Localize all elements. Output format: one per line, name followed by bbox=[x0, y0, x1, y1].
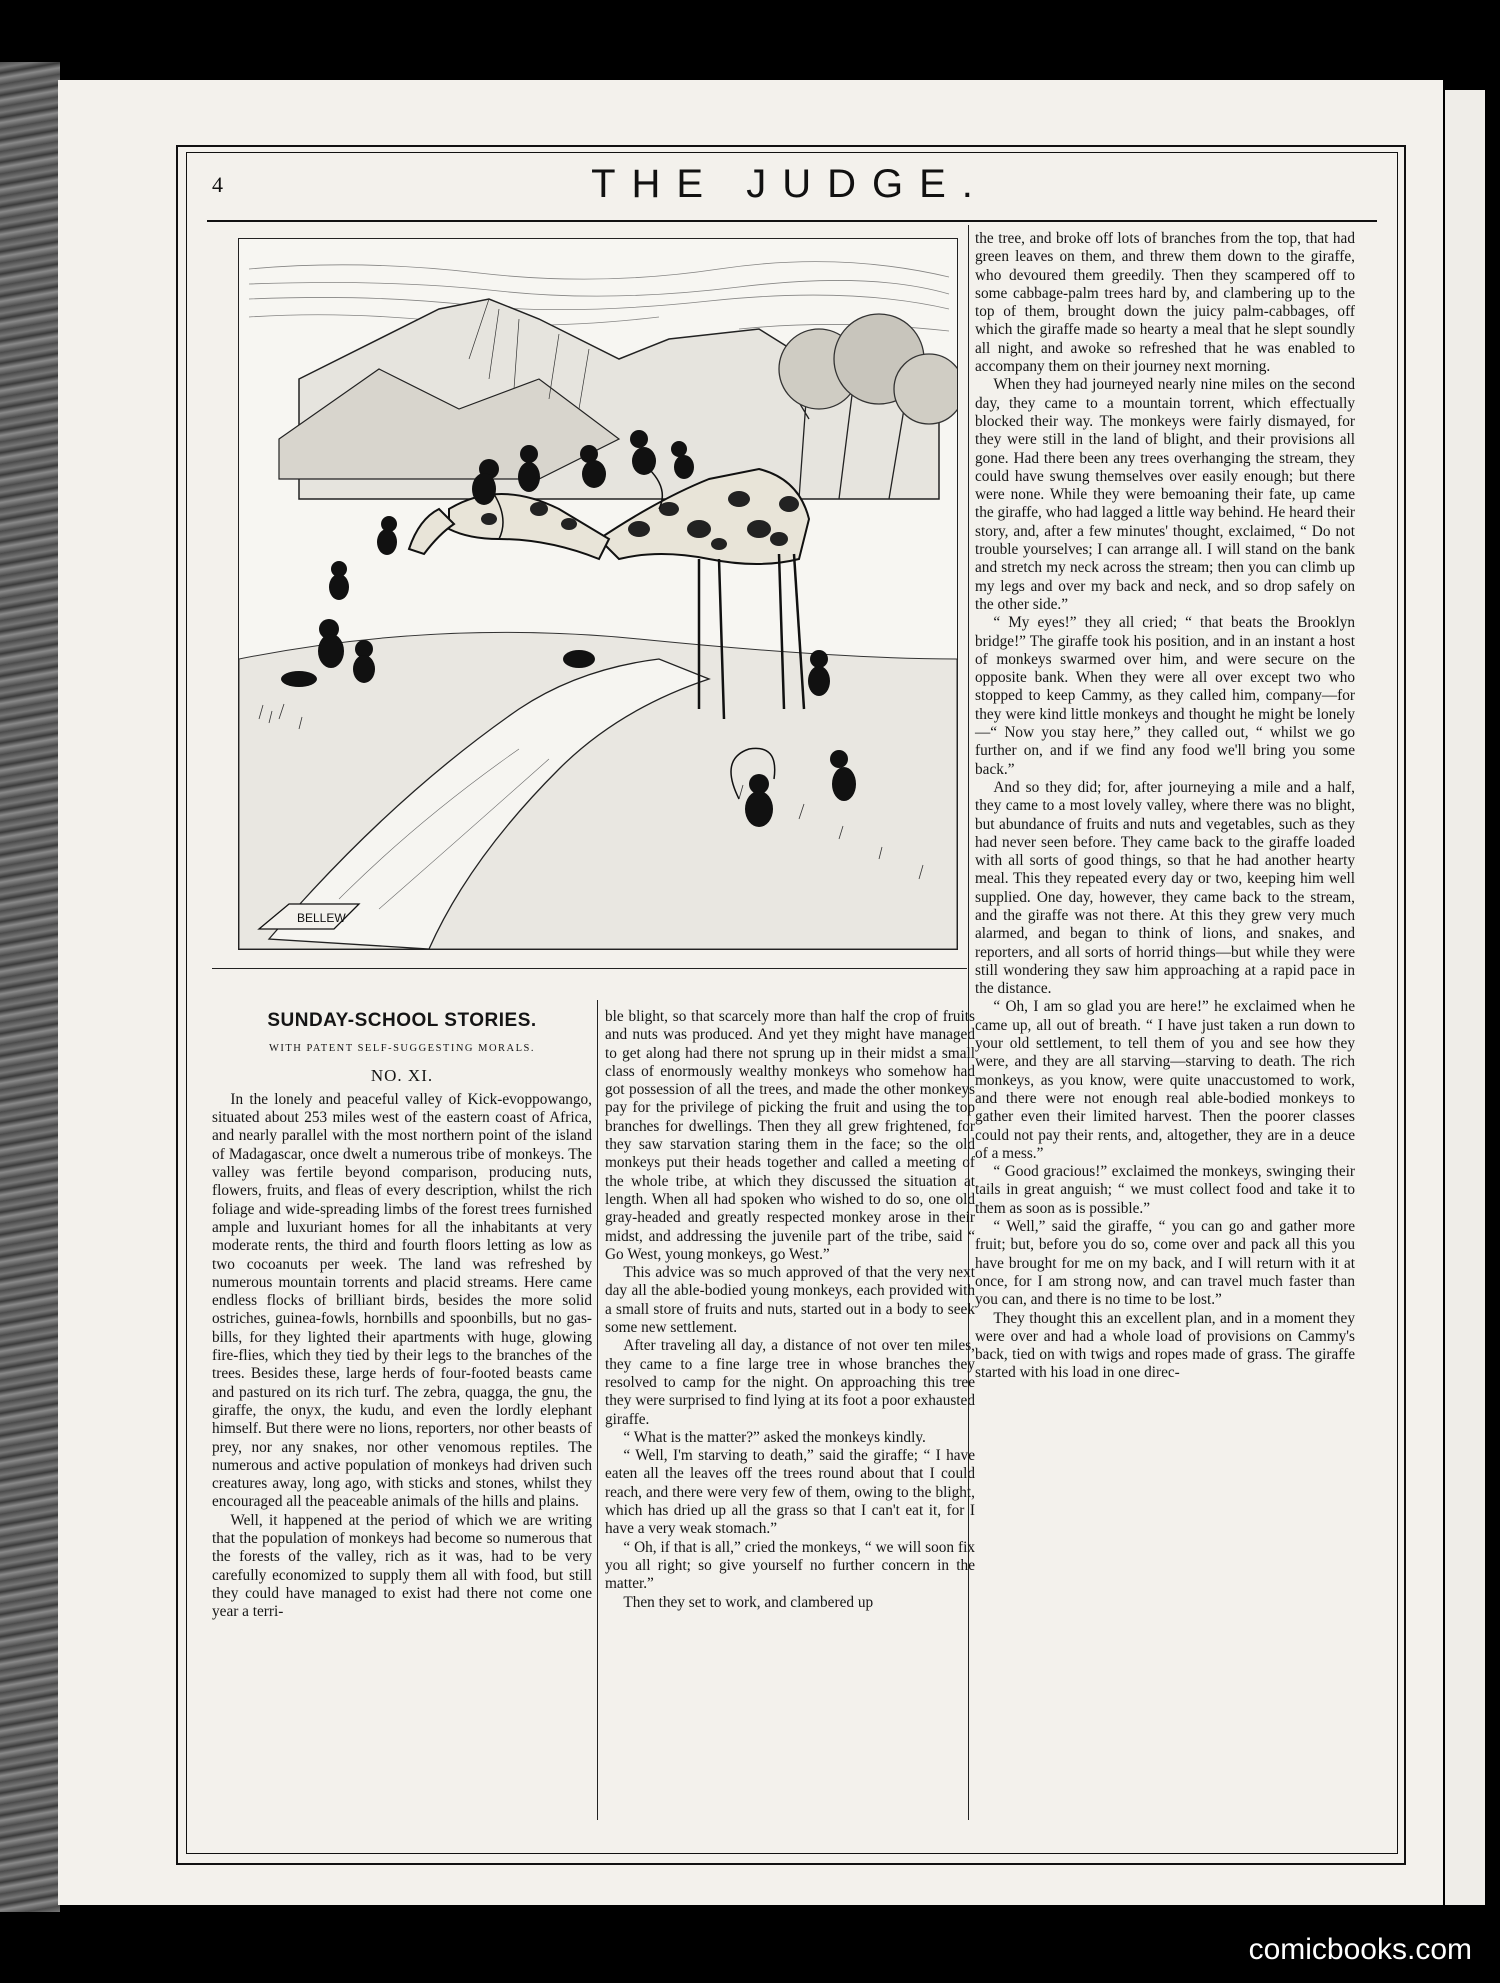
site-watermark: comicbooks.com bbox=[1248, 1933, 1472, 1966]
paragraph: In the lonely and peaceful valley of Kick-evoppowango, situated about 253 miles west of the eastern coast of Africa, and nearly parallel with the most northern point of the island of Madagascar, once dwelt a numerous tribe of monkeys. The valley was fertile beyond comparison, producing nuts, flowers, fruits, and fleas of every description, whilst the rich foliage and wide-spreading limbs of the forest trees furnished ample and luxuriant homes for all the inhabitants at very moderate rents, the third and fourth floors letting as low as two cocoanuts per week. The land was refreshed by numerous mountain torrents and placid streams. Here came endless flocks of brilliant birds, besides the more solid ostriches, guinea-fowls, hornbills and spoonbills, but no gas-bills, for they lighted their apartments with huge, glowing fire-flies, which they tied by their legs to the branches of the trees. Besides these, large herds of four-footed beasts came and pastured on its rich turf. The zebra, quagga, the gnu, the giraffe, the onyx, the kudu, and even the lordly elephant himself. But there were no lions, reporters, nor other beasts of prey, nor any snakes, nor other venomous reptiles. The numerous and active population of monkeys had driven such creatures away, long ago, with sticks and stones, whilst they encouraged all the peaceable animals of the hills and plains. bbox=[212, 1090, 592, 1511]
page-number: 4 bbox=[212, 172, 223, 197]
svg-text:BELLEW: BELLEW bbox=[297, 911, 346, 925]
paragraph: the tree, and broke off lots of branches from the top, that had green leaves on them, and threw them down to the giraffe, who devoured them greedily. Then they scampered off to some cabbage-palm trees hard by, and clambering up to the top of them, brought down the juicy palm-cabbages, off which the giraffe made so hearty a meal that he slept soundly all night, and awoke so refreshed that he was enabled to accompany them on their journey next morning. bbox=[975, 230, 1355, 376]
column-1 bbox=[212, 1008, 592, 1622]
story-number: NO. XI. bbox=[370, 1065, 434, 1085]
paragraph: “ Good gracious!” exclaimed the monkeys, swinging their tails in great anguish; “ we must collect food and take it to them as soon as is possible.” bbox=[975, 1163, 1355, 1217]
paragraph: “ My eyes!” they all cried; “ that beats the Brooklyn bridge!” The giraffe took his position, and in an instant a host of monkeys swarmed over him, and were secure on the opposite bank. When they were all over except two who stopped to keep Cammy, as they called him, company—for they were kind little monkeys and thought he might be lonely—“ Now you stay here,” they called out, “ whilst we go further on, and if we find any food we'll bring you some back.” bbox=[975, 614, 1355, 778]
paragraph: ble blight, so that scarcely more than half the crop of fruits and nuts was produced. And yet they might have managed to get along had there not sprung up in their midst a small class of enormously wealthy monkeys who somehow had got possession of all the trees, and made the other monkeys pay for the privilege of picking the fruit and using the top branches for dwellings. Then they all grew frightened, for they saw starvation staring them in the face; so the old monkeys put their heads together and called a meeting of the whole tribe, at which they discussed the situation at length. When all had spoken who wished to do so, one old gray-headed and greatly respected monkey arose in their midst, and addressing the juvenile part of the tribe, said “ Go West, young monkeys, go West.” bbox=[605, 1008, 975, 1263]
masthead-title: THE JUDGE. bbox=[591, 162, 989, 206]
column-divider-1 bbox=[597, 1000, 598, 1820]
story-title: SUNDAY-SCHOOL STORIES. bbox=[267, 1010, 537, 1031]
marbled-book-edge bbox=[0, 62, 60, 1912]
paragraph: And so they did; for, after journeying a mile and a half, they came to a most lovely valley, where there was no blight, but abundance of fruits and nuts and vegetables, such as they had never seen before. They came back to the giraffe loaded with all sorts of good things, so that he had another hearty meal. This they repeated every day or two, keeping him well supplied. One day, however, they came back to the stream, and the giraffe was not there. At this they grew very much alarmed, and began to think of lions, and snakes, and reporters, and all sorts of horrid things—but while they were still wondering they saw him approaching at a rapid pace in the distance. bbox=[975, 778, 1355, 998]
paragraph: This advice was so much approved of that the very next day all the able-bodied young monkeys, each provided with a small store of fruits and nuts, started out in a body to seek some new settlement. bbox=[605, 1264, 975, 1337]
paragraph: They thought this an excellent plan, and in a moment they were over and had a whole load of provisions on Cammy's back, tied on with twigs and ropes made of grass. The giraffe started with his load in one direc- bbox=[975, 1309, 1355, 1382]
masthead-rule bbox=[207, 220, 1377, 222]
paragraph: “ What is the matter?” asked the monkeys kindly. bbox=[623, 1428, 926, 1446]
giraffe-monkeys-illustration bbox=[238, 238, 958, 950]
paragraph: “ Well, I'm starving to death,” said the giraffe; “ I have eaten all the leaves off the trees round about that I could reach, and there were very few of them, owing to the blight, which has dried up all the grass so that I can't eat it, for I have a very weak stomach.” bbox=[605, 1447, 975, 1538]
paragraph: “ Well,” said the giraffe, “ you can go and gather more fruit; but, before you do so, come over and pack all this you have brought for me on my back, and I will return with it at once, for I am strong now, and can travel much faster than you can, and there is no time to be lost.” bbox=[975, 1218, 1355, 1309]
paragraph: “ Oh, I am so glad you are here!” he exclaimed when he came up, all out of breath. “ I have just taken a run down to your old settlement, to tell them of you and see how they were, and they are all starving—starving to death. The rich monkeys, as you know, were quite unaccustomed to work, and there were not enough real able-bodied monkeys to gather even their limited harvest. Then the poorer classes could not pay their rents, and, altogether, they are in a deuce of a mess.” bbox=[975, 998, 1355, 1162]
column-2 bbox=[605, 1008, 975, 1612]
column-3 bbox=[975, 230, 1355, 1383]
paragraph: When they had journeyed nearly nine miles on the second day, they came to a mountain torrent, which effectually blocked their way. The monkeys were fairly dismayed, for they were still in the land of blight, and their provisions all gone. Had there been any trees overhanging the stream, they could have swung themselves over easily enough; but there were none. While they were bemoaning their fate, up came the giraffe, who had lagged a little way behind. He heard their story, and, after a few minutes' thought, exclaimed, “ Do not trouble yourselves; I can arrange all. I will stand on the bank and stretch my neck across the stream; then you can climb up my legs and over my back and neck, and so drop safely on the other side.” bbox=[975, 376, 1355, 613]
paragraph: After traveling all day, a distance of not over ten miles, they came to a fine large tree in whose branches they resolved to camp for the night. On approaching this tree they were surprised to find lying at its foot a poor exhausted giraffe. bbox=[605, 1337, 975, 1428]
illustration-baseline bbox=[212, 968, 967, 969]
story-subtitle: WITH PATENT SELF-SUGGESTING MORALS. bbox=[268, 1043, 535, 1055]
next-page-edge bbox=[1445, 90, 1485, 1905]
paragraph: Well, it happened at the period of which we are writing that the population of monkeys had become so numerous that the forests of the valley, rich as it was, had to be very carefully economized to supply them all with food, but still they could have managed to exist had there not come one year a terri- bbox=[212, 1511, 592, 1621]
paragraph: Then they set to work, and clambered up bbox=[623, 1593, 874, 1611]
paragraph: “ Oh, if that is all,” cried the monkeys, “ we will soon fix you all right; so give yourself no further concern in the matter.” bbox=[605, 1538, 975, 1593]
